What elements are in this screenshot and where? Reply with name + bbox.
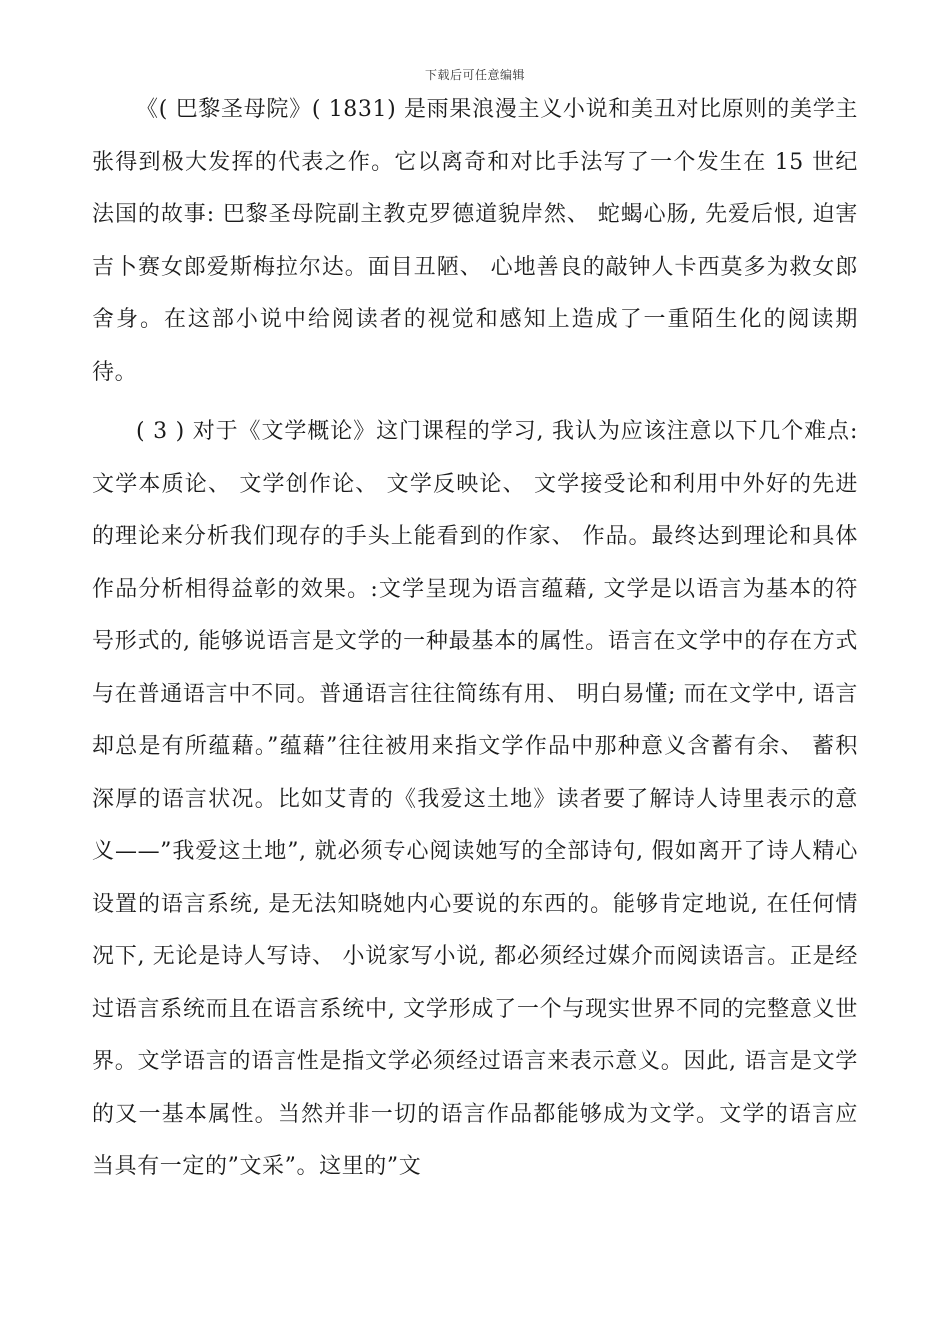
paragraph-literary-theory: ( 3 ) 对于《文学概论》这门课程的学习, 我认为应该注意以下几个难点: 文学本质论、 文学创作论、 文学反映论、 文学接受论和利用中外好的先进的理论来分析我们现存的手头上能看到的作家、 作品。最终达到理论和具体作品分析相得益彰的效果。:文学呈现为语言蕴藉, 文学是以语言为基本的符号形式的, 能够说语言是文学的一种最基本的属性。语言在文学中的存在方式与在普通语言中不同。普通语言往往简练有用、 明白易懂; 而在文学中, 语言却总是有所蕴藉。”蕴藉”往往被用来指文学作品中那种意义含蓄有余、 蓄积深厚的语言状况。比如艾青的《我爱这土地》读者要了解诗人诗里表示的意义——”我爱这土地”, 就必须专心阅读她写的全部诗句, 假如离开了诗人精心设置的语言系统, 是无法知晓她内心要说的东西的。能够肯定地说, 在任何情况下, 无论是诗人写诗、 小说家写小说, 都必须经过媒介而阅读语言。正是经过语言系统而且在语言系统中, 文学形成了一个与现实世界不同的完整意义世界。文学语言的语言性是指文学必须经过语言来表示意义。因此, 语言是文学的又一基本属性。当然并非一切的语言作品都能够成为文学。文学的语言应当具有一定的”文采”。这里的”文 — [92, 419, 858, 1179]
paragraph-notre-dame: 《( 巴黎圣母院》( 1831) 是雨果浪漫主义小说和美丑对比原则的美学主张得到极大发挥的代表之作。它以离奇和对比手法写了一个发生在 15 世纪法国的故事: 巴黎圣母院副主教克罗德道貌岸然、 蛇蝎心肠, 先爱后恨, 迫害吉卜赛女郎爱斯梅拉尔达。面目丑陋、 心地善良的敲钟人卡西莫多为救女郎舍身。在这部小说中给阅读者的视觉和感知上造成了一重陌生化的阅读期待。 — [92, 97, 858, 385]
page-header-note: 下载后可任意编辑 — [424, 68, 525, 82]
